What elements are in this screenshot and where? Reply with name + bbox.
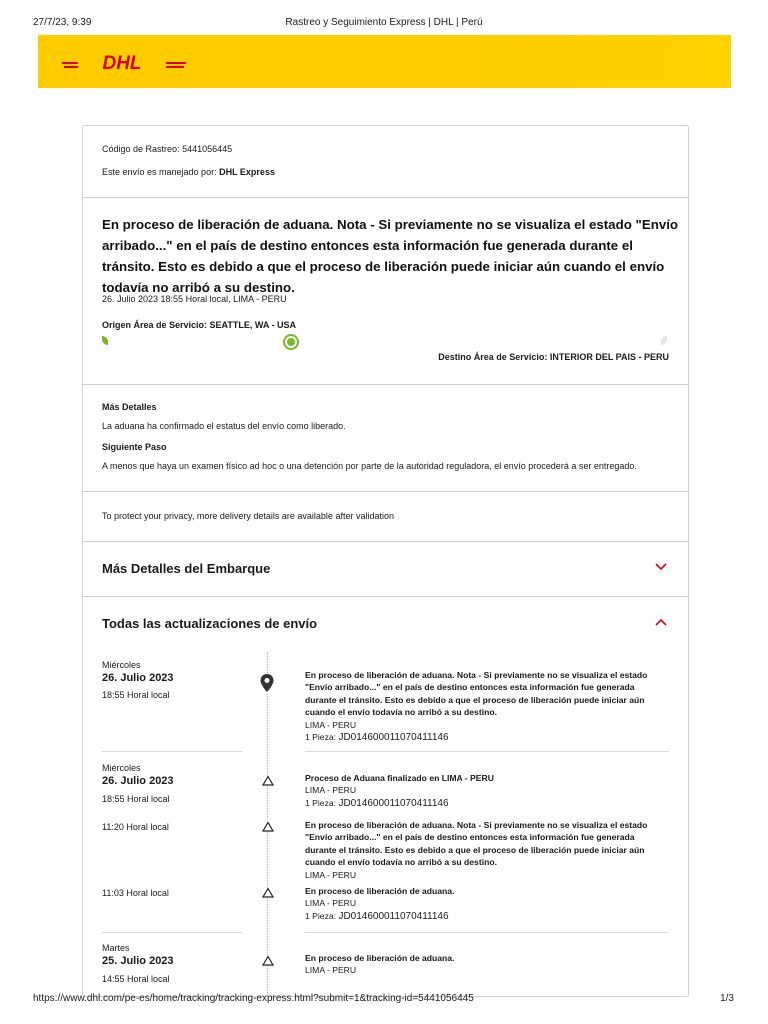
update-line: En proceso de liberación de aduana. (305, 886, 455, 896)
progress-position-icon (283, 334, 299, 350)
update-line: cuando el envío todavía no arribó a su destino. (305, 857, 497, 868)
status-line: En proceso de liberación de aduana. Nota - Si previamente no se visualiza el estado "Envío (102, 217, 679, 232)
triangle-event-icon (262, 955, 274, 966)
update-line: En proceso de liberación de aduana. (305, 953, 455, 963)
print-url: https://www.dhl.com/pe-es/home/tracking/tracking-express.html?submit=1&tracking-id=5441056445 (33, 993, 474, 1004)
piece-id[interactable]: JD014600011070411146 (338, 910, 449, 922)
tracking-label: Código de Rastreo: (102, 144, 180, 154)
update-date: 25. Julio 2023 (102, 955, 174, 967)
triangle-event-icon (262, 775, 274, 786)
chevron-down-icon (654, 562, 668, 572)
dhl-logo[interactable] (62, 53, 186, 78)
piece-id[interactable]: JD014600011070411146 (338, 797, 449, 809)
update-time: 11:20 Horal local (102, 822, 169, 832)
update-day: Miércoles (102, 660, 141, 670)
tracking-info-section (83, 126, 688, 198)
update-divider (305, 932, 669, 933)
dhl-logo-mark (62, 53, 186, 73)
update-location: LIMA - PERU (305, 869, 357, 880)
shipment-details-title: Más Detalles del Embarque (102, 561, 271, 576)
update-day: Miércoles (102, 763, 141, 773)
more-details-text: La aduana ha confirmado el estatus del envío como liberado. (102, 421, 346, 431)
update-divider (305, 751, 669, 752)
piece-id[interactable]: JD014600011070411146 (338, 732, 449, 744)
handled-label: Este envío es manejado por: (102, 167, 217, 177)
update-location: LIMA - PERU (305, 785, 357, 796)
print-title: Rastreo y Seguimiento Express | DHL | Perú (285, 17, 483, 28)
shipment-details-toggle[interactable] (83, 542, 688, 597)
updates-toggle[interactable] (83, 597, 688, 649)
tracking-code-row (102, 144, 232, 154)
update-line: durante el tránsito. Esto es debido a que el proceso de liberación puede iniciar aún (305, 844, 645, 855)
print-footer (0, 993, 768, 1013)
origin-marker-icon (102, 336, 108, 345)
more-details-title: Más Detalles (102, 402, 157, 412)
print-page-number: 1/3 (720, 993, 734, 1004)
update-time: 18:55 Horal local (102, 690, 170, 700)
status-line: tránsito. Esto es debido a que el proceso de liberación puede iniciar aún cuando el envío (102, 259, 665, 274)
piece-label: 1 Pieza: (305, 797, 337, 808)
update-event (305, 669, 685, 744)
updates-section (83, 597, 688, 997)
dhl-logo-text: DHL (102, 53, 142, 73)
next-step-title: Siguiente Paso (102, 442, 167, 452)
update-line: Proceso de Aduana finalizado en LIMA - PERU (305, 773, 494, 783)
tracking-number[interactable]: 5441056445 (182, 144, 233, 154)
status-section (83, 198, 688, 385)
print-header (0, 0, 768, 34)
chevron-up-icon (654, 617, 668, 627)
update-day: Martes (102, 943, 130, 953)
update-line: cuando el envío todavía no arribó a su destino. (305, 707, 497, 718)
carrier-name: DHL Express (219, 167, 275, 177)
update-line: durante el tránsito. Esto es debido a que el proceso de liberación puede iniciar aún (305, 694, 645, 705)
next-step-text: A menos que haya un examen físico ad hoc o una detención por parte de la autoridad reguladora, el envío procederá a ser entregado. (102, 461, 637, 471)
status-datetime: 26. Julio 2023 18:55 Horal local, LIMA - PERU (102, 294, 287, 304)
print-date: 27/7/23, 9:39 (33, 17, 92, 28)
piece-label: 1 Pieza: (305, 732, 337, 743)
origin-area: Origen Área de Servicio: SEATTLE, WA - USA (102, 320, 297, 330)
update-piece (305, 731, 685, 744)
update-time: 18:55 Horal local (102, 794, 170, 804)
triangle-event-icon (262, 821, 274, 832)
status-line: todavía no arribó a su destino. (102, 280, 295, 295)
update-line: "Envío arribado..." en el país de destino entonces esta información fue generada (305, 682, 635, 693)
handled-by-row (102, 167, 275, 177)
status-line: arribado..." en el país de destino entonces esta información fue generada durante el (102, 238, 633, 253)
privacy-note: To protect your privacy, more delivery details are available after validation (102, 511, 394, 521)
update-location: LIMA - PERU (305, 898, 357, 909)
destination-area: Destino Área de Servicio: INTERIOR DEL PAIS - PERU (438, 352, 669, 362)
update-date: 26. Julio 2023 (102, 775, 174, 787)
triangle-event-icon (262, 887, 274, 898)
update-divider (102, 751, 242, 752)
update-piece (305, 910, 685, 923)
update-time: 14:55 Horal local (102, 974, 170, 984)
destination-marker-icon (661, 336, 667, 345)
update-event (305, 772, 685, 810)
update-event (305, 885, 685, 923)
piece-label: 1 Pieza: (305, 910, 337, 921)
update-event (305, 819, 685, 881)
update-date: 26. Julio 2023 (102, 672, 174, 684)
update-line: En proceso de liberación de aduana. Nota - Si previamente no se visualiza el estado (305, 820, 648, 830)
update-location: LIMA - PERU (305, 719, 357, 730)
privacy-section (83, 492, 688, 542)
details-section (83, 385, 688, 492)
status-headline (102, 214, 682, 298)
update-event (305, 952, 685, 977)
location-pin-icon (259, 673, 275, 693)
update-piece (305, 797, 685, 810)
update-line: En proceso de liberación de aduana. Nota - Si previamente no se visualiza el estado (305, 670, 648, 680)
update-divider (102, 932, 242, 933)
updates-title: Todas las actualizaciones de envío (102, 616, 318, 631)
tracking-card (82, 125, 689, 997)
update-line: "Envío arribado..." en el país de destino entonces esta información fue generada (305, 832, 635, 843)
update-time: 11:03 Horal local (102, 888, 169, 898)
update-location: LIMA - PERU (305, 965, 357, 976)
